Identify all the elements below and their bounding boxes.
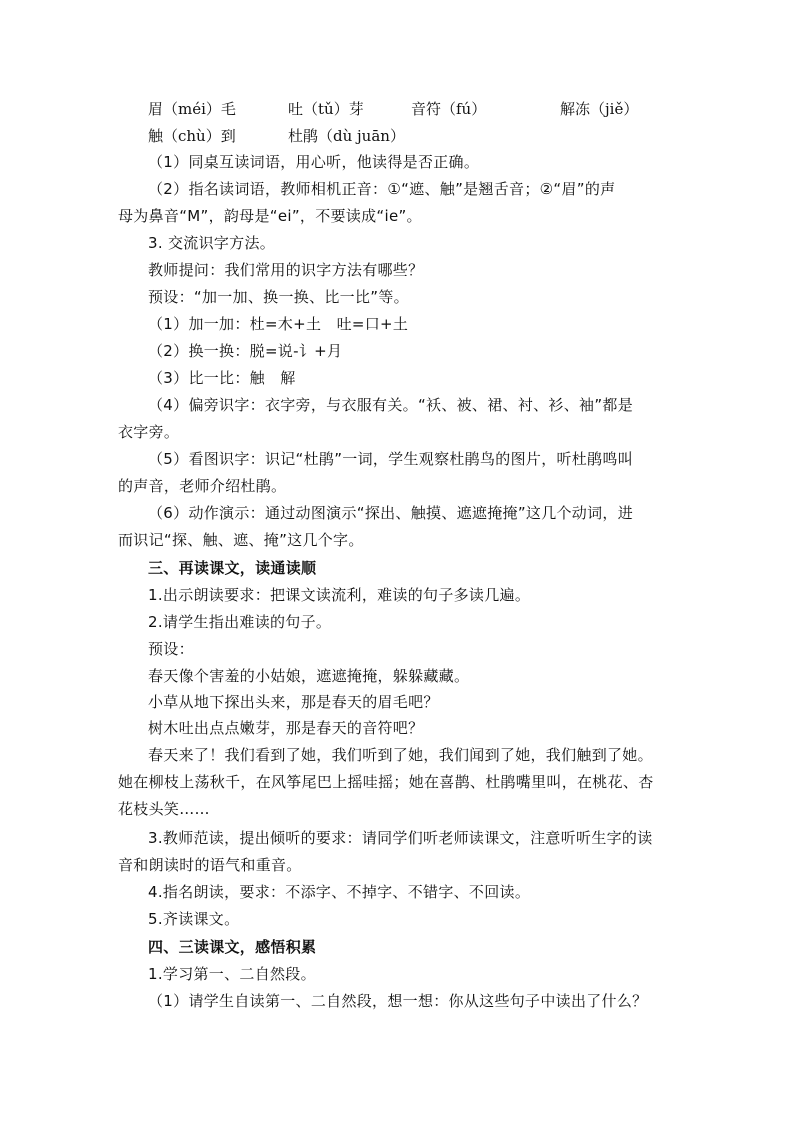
paragraph-line: 而识记“探、触、遮、掩”这几个字。 [118,531,364,549]
paragraph-line: 预设： [148,640,194,658]
paragraph-line: 1.出示朗读要求：把课文读流利，难读的句子多读几遍。 [148,586,531,604]
paragraph-line: （5）看图识字：识记“杜鹃”一词，学生观察杜鹃鸟的图片，听杜鹃鸣叫 [148,450,633,468]
paragraph-line: （1）请学生自读第一、二自然段，想一想：你从这些句子中读出了什么？ [148,992,648,1010]
paragraph-line: 3. 交流识字方法。 [148,234,276,252]
paragraph-line: 3.教师范读，提出倾听的要求：请同学们听老师读课文，注意听听生字的读 [148,829,653,847]
section-heading: 四、三读课文，感悟积累 [148,938,317,956]
vocab-word: 吐（tǔ）芽 [288,100,364,118]
vocab-word: 触（chù）到 [148,127,236,145]
vocab-word: 眉（méi）毛 [148,100,236,118]
sample-sentence: 树木吐出点点嫩芽，那是春天的音符吧？ [148,719,424,737]
sample-sentence: 她在柳枝上荡秋千，在风筝尾巴上摇哇摇；她在喜鹊、杜鹃嘴里叫，在桃花、杏 [118,773,654,791]
sample-sentence: 小草从地下探出头来，那是春天的眉毛吧？ [148,693,439,711]
sample-sentence: 春天像个害羞的小姑娘，遮遮掩掩，躲躲藏藏。 [148,667,470,685]
paragraph-line: （6）动作演示：通过动图演示“探出、触摸、遮遮掩掩”这几个动词，进 [148,504,633,522]
paragraph-line: 预设：“加一加、换一换、比一比”等。 [148,288,409,306]
paragraph-line: 5.齐读课文。 [148,910,240,928]
paragraph-line: （2）换一换：脱=说-讠+月 [148,342,343,360]
sample-sentence: 花枝头笑…… [118,800,210,818]
paragraph-line: 音和朗读时的语气和重音。 [118,856,302,874]
paragraph-line: （3）比一比：触 解 [148,369,296,387]
paragraph-line: 4.指名朗读，要求：不添字、不掉字、不错字、不回读。 [148,883,531,901]
paragraph-line: 母为鼻音“M”，韵母是“ei”，不要读成“ie”。 [118,207,422,225]
paragraph-line: （4）偏旁识字：衣字旁，与衣服有关。“袄、被、裙、衬、衫、袖”都是 [148,396,633,414]
vocab-word: 杜鹃（dù juān） [288,127,405,145]
paragraph-line: （2）指名读词语，教师相机正音：①“遮、触”是翘舌音；②“眉”的声 [148,180,616,198]
paragraph-line: 2.请学生指出难读的句子。 [148,613,332,631]
paragraph-line: 教师提问：我们常用的识字方法有哪些？ [148,261,424,279]
paragraph-line: 衣字旁。 [118,423,180,441]
paragraph-line: （1）加一加：杜=木+土 吐=口+土 [148,315,409,333]
paragraph-line: （1）同桌互读词语，用心听，他读得是否正确。 [148,153,480,171]
paragraph-line: 的声音，老师介绍杜鹃。 [118,477,287,495]
sample-sentence: 春天来了！我们看到了她，我们听到了她，我们闻到了她，我们触到了她。 [148,746,653,764]
section-heading: 三、再读课文，读通读顺 [148,559,317,577]
paragraph-line: 1.学习第一、二自然段。 [148,965,316,983]
vocab-word: 音符（fú） [411,100,487,118]
vocab-word: 解冻（jiě） [560,100,639,118]
